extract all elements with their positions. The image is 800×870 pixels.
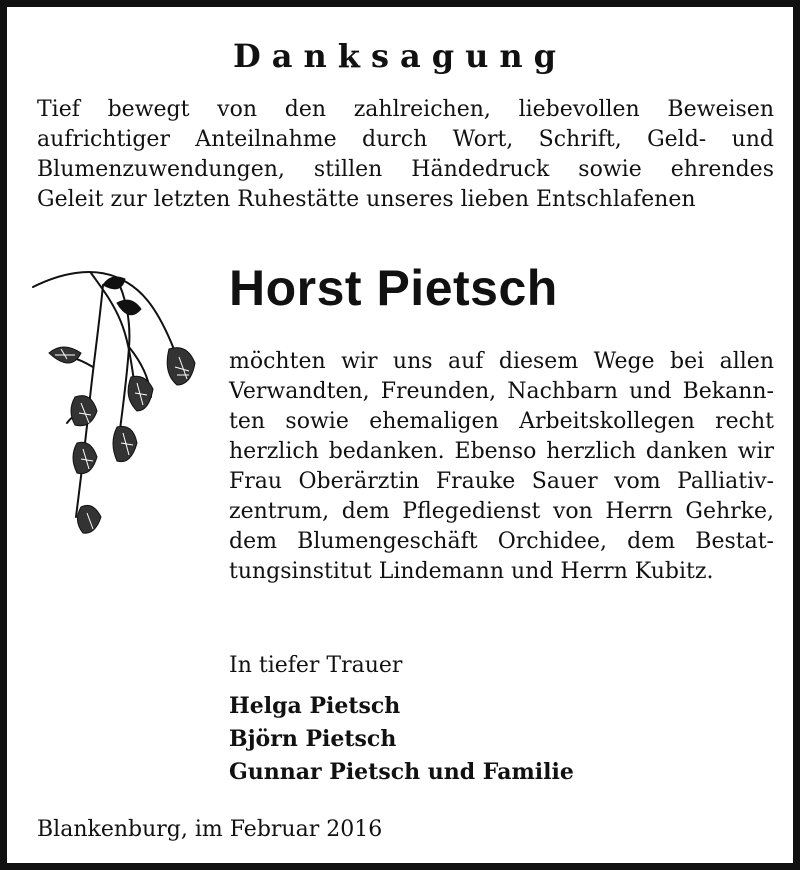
body-line: möchten wir uns auf diesem Wege bei allen xyxy=(229,349,774,374)
body-line: herzlich bedanken. Ebenso herzlich danken wir xyxy=(229,439,774,464)
intro-line: Tief bewegt von den zahlreichen, liebevollen Beweisen xyxy=(37,97,774,122)
deceased-name: Horst Pietsch xyxy=(229,260,558,316)
notice-heading: Danksagung xyxy=(233,37,567,75)
body-line: tungsinstitut Lindemann und Herrn Kubitz. xyxy=(229,559,714,584)
body-line: ten sowie ehemaligen Arbeitskollegen recht xyxy=(229,409,774,434)
signer-name: Gunnar Pietsch und Familie xyxy=(229,759,574,785)
intro-paragraph xyxy=(37,95,774,215)
signer-name: Björn Pietsch xyxy=(229,726,397,752)
signer-name: Helga Pietsch xyxy=(229,693,401,719)
mourning-phrase: In tiefer Trauer xyxy=(229,653,403,678)
body-line: dem Blumengeschäft Orchidee, dem Bestat- xyxy=(229,529,774,554)
thanks-paragraph xyxy=(229,347,774,587)
body-line: zentrum, dem Pflegedienst von Herrn Gehrke, xyxy=(229,499,774,524)
birch-branch-icon xyxy=(31,267,211,557)
intro-line: Geleit zur letzten Ruhestätte unseres lieben Entschlafenen xyxy=(37,187,696,212)
intro-line: Blumenzuwendungen, stillen Händedruck sowie ehrendes xyxy=(37,157,774,182)
place-date: Blankenburg, im Februar 2016 xyxy=(37,817,383,842)
signers-list xyxy=(229,690,574,789)
body-line: Frau Oberärztin Frauke Sauer vom Palliativ- xyxy=(229,469,774,494)
body-line: Verwandten, Freunden, Nachbarn und Bekann- xyxy=(229,379,774,404)
intro-line: aufrichtiger Anteilnahme durch Wort, Schrift, Geld- und xyxy=(37,127,774,152)
